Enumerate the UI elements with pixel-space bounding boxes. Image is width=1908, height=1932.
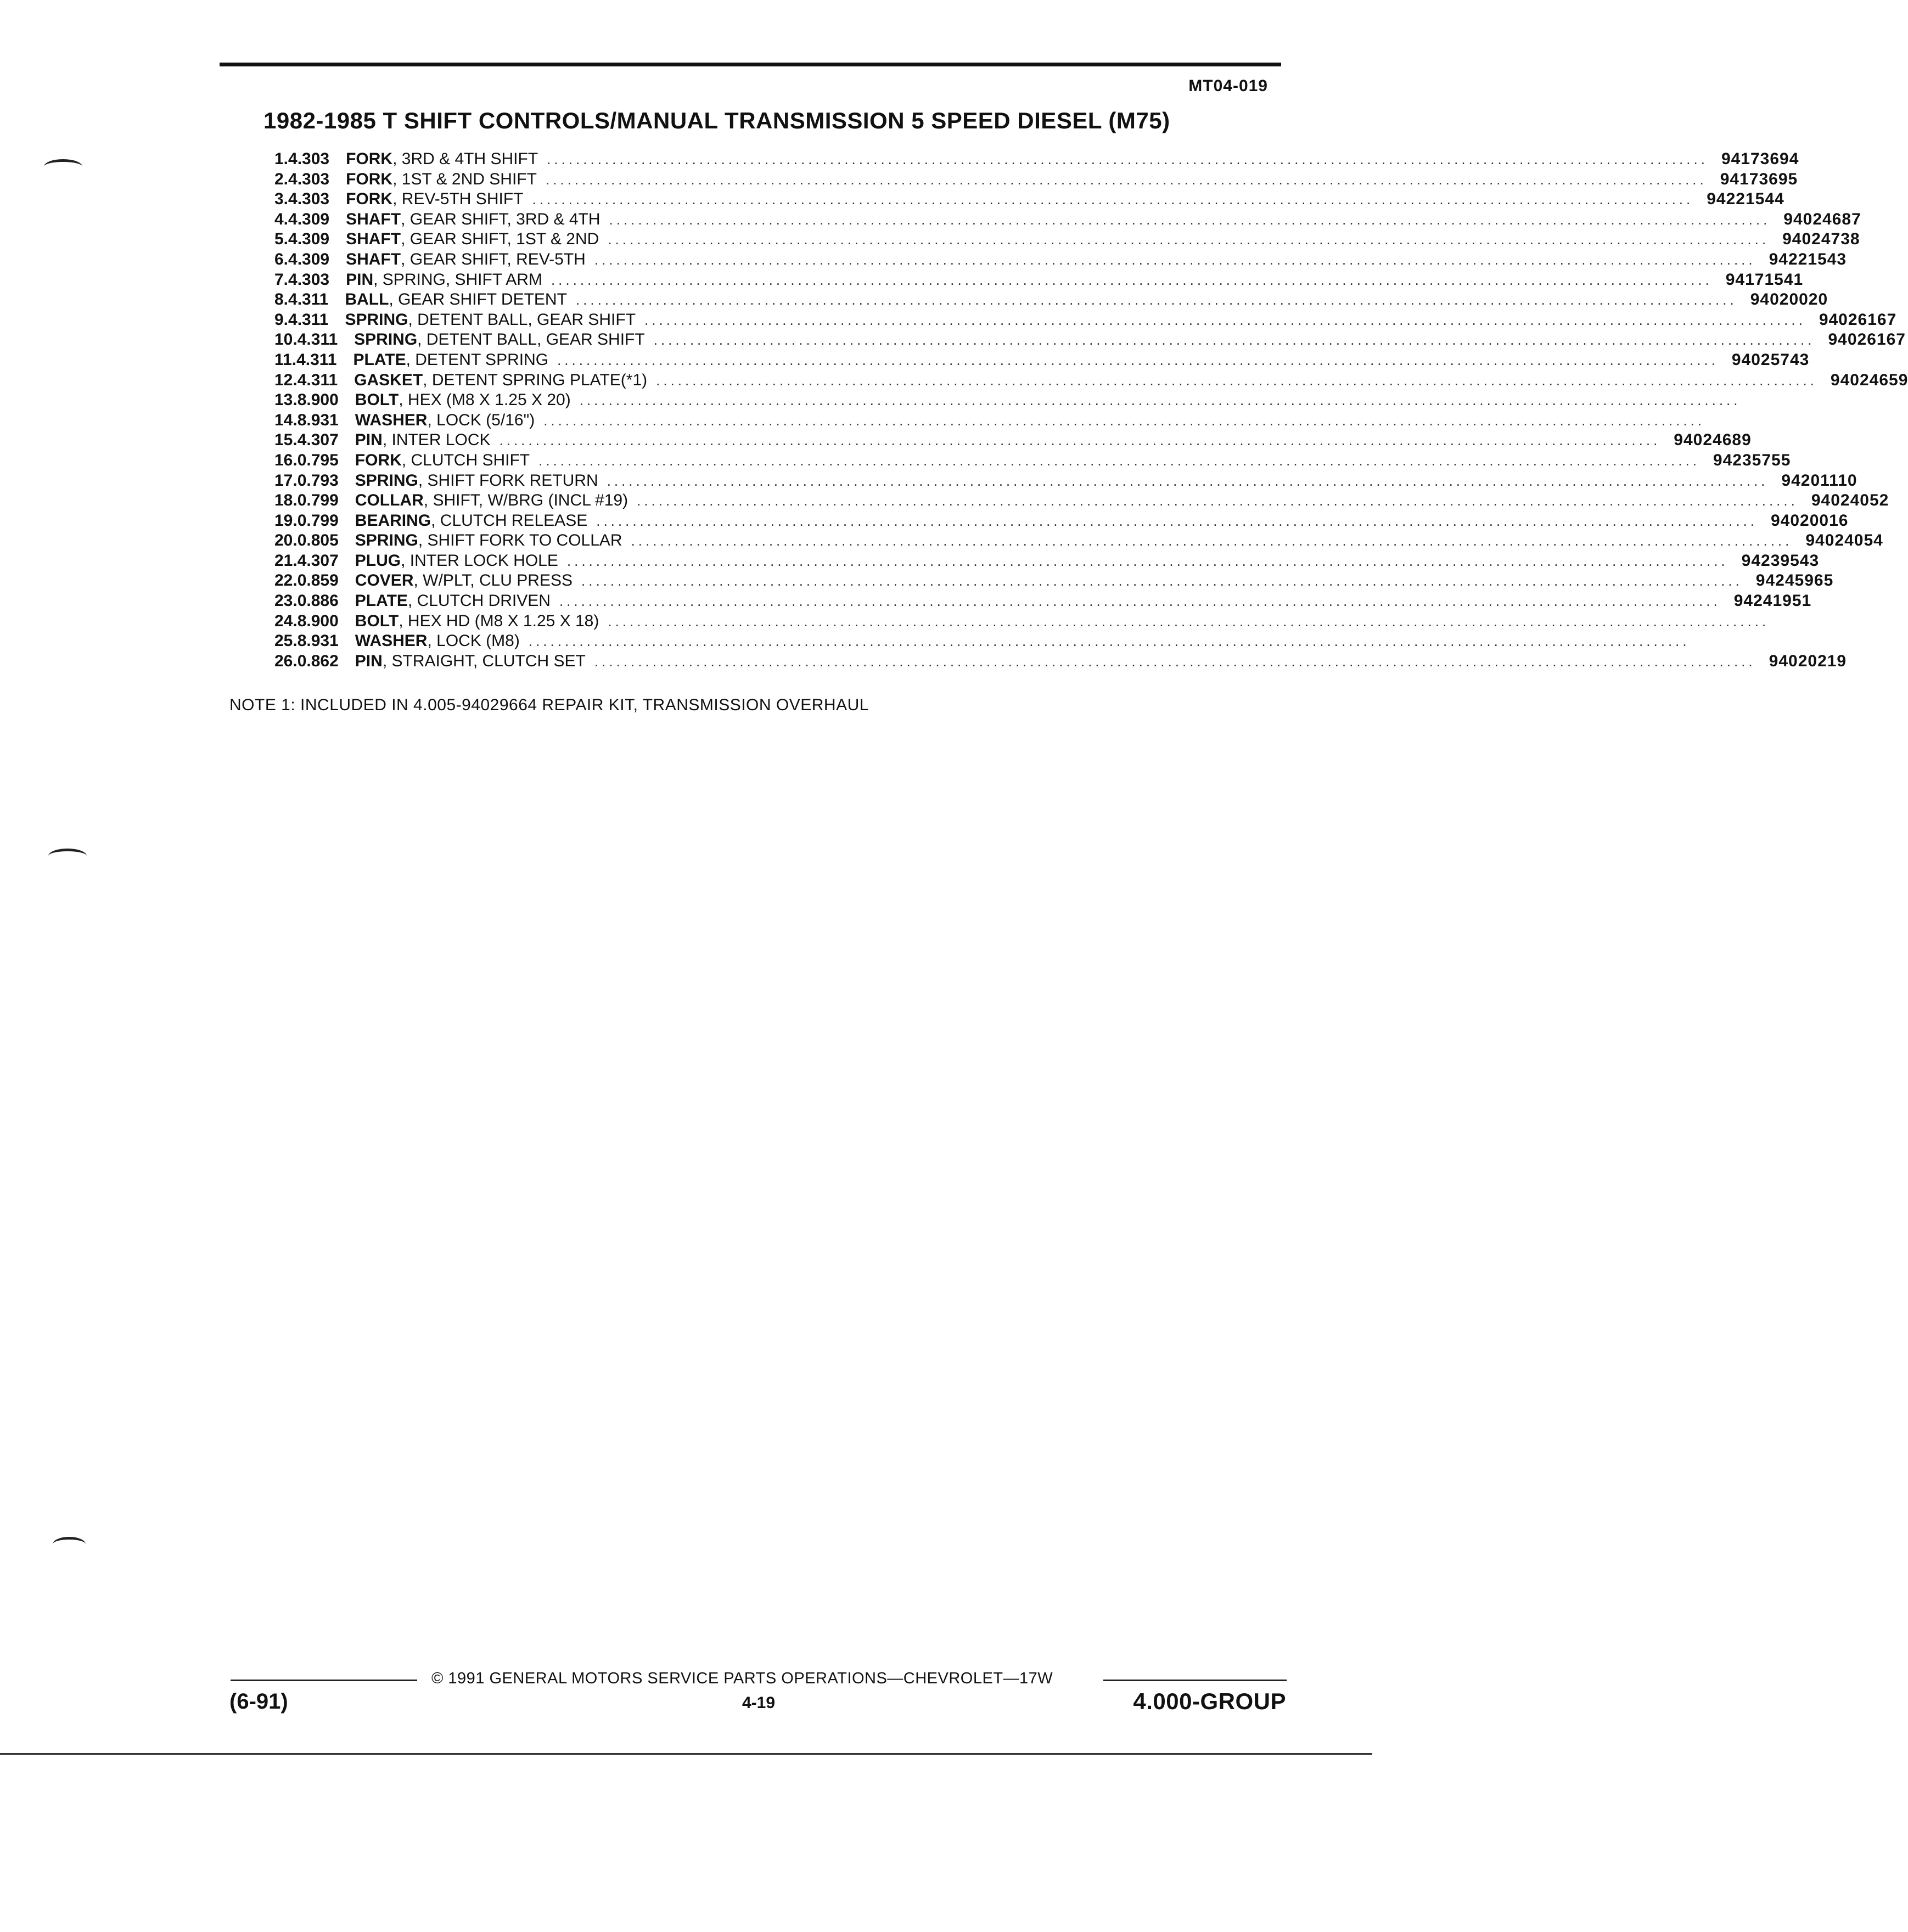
part-name: BALL bbox=[345, 290, 389, 309]
leader-dots: ................................................................................................................................................................ bbox=[545, 171, 1707, 188]
part-detail: , SPRING, SHIFT ARM bbox=[373, 270, 542, 289]
item-number: 18. bbox=[274, 491, 298, 510]
group-number: 4.311 bbox=[297, 370, 338, 389]
part-description bbox=[346, 210, 600, 230]
part-detail: , 1ST & 2ND SHIFT bbox=[392, 170, 537, 188]
group-number: 0.795 bbox=[297, 451, 339, 469]
group-number: 0.859 bbox=[297, 571, 339, 590]
part-name: BEARING bbox=[355, 511, 431, 530]
leader-dots: ................................................................................................................................................................ bbox=[644, 311, 1806, 328]
table-row bbox=[274, 471, 1858, 491]
group-number: 4.303 bbox=[288, 150, 330, 168]
item-number: 15. bbox=[274, 431, 298, 450]
leader-dots: ................................................................................................................................................................ bbox=[579, 392, 1741, 409]
table-row bbox=[274, 170, 1798, 190]
part-number: 94173695 bbox=[1720, 170, 1798, 188]
part-number: 94020219 bbox=[1769, 652, 1847, 670]
part-number: 94020020 bbox=[1750, 290, 1828, 309]
part-number: 94239543 bbox=[1741, 551, 1820, 570]
table-row bbox=[274, 411, 1705, 431]
item-number: 4. bbox=[274, 210, 289, 228]
part-name: PLATE bbox=[353, 350, 406, 369]
part-detail: , LOCK (M8) bbox=[427, 632, 520, 650]
item-number: 13. bbox=[274, 391, 298, 409]
part-name: COLLAR bbox=[355, 491, 424, 510]
group-number: 0.793 bbox=[297, 471, 339, 490]
part-number: 94024738 bbox=[1782, 230, 1860, 249]
table-row bbox=[274, 611, 1770, 632]
item-number: 24. bbox=[274, 611, 298, 630]
group-number: 0.799 bbox=[297, 491, 339, 510]
part-name: PIN bbox=[346, 270, 374, 289]
part-description bbox=[355, 611, 599, 632]
part-name: SPRING bbox=[355, 531, 418, 550]
table-row bbox=[274, 350, 1810, 370]
part-description bbox=[346, 170, 537, 190]
part-description bbox=[355, 571, 573, 591]
header-rule bbox=[220, 63, 1281, 66]
part-detail: , GEAR SHIFT, 3RD & 4TH bbox=[401, 210, 601, 228]
table-row bbox=[274, 531, 1883, 551]
group-number: 8.931 bbox=[297, 411, 339, 429]
part-detail: , DETENT BALL, GEAR SHIFT bbox=[408, 310, 636, 329]
part-detail: , GEAR SHIFT, 1ST & 2ND bbox=[401, 230, 599, 249]
item-number: 12. bbox=[274, 370, 298, 389]
part-detail: , CLUTCH SHIFT bbox=[401, 451, 530, 469]
part-detail: , CLUTCH DRIVEN bbox=[407, 592, 551, 610]
group-number: 4.307 bbox=[297, 551, 339, 570]
group-number: 0.862 bbox=[297, 652, 339, 670]
part-number: 94235755 bbox=[1713, 451, 1791, 469]
table-row bbox=[274, 210, 1861, 230]
part-name: FORK bbox=[346, 190, 393, 209]
group-label: 4.000-GROUP bbox=[1133, 1688, 1286, 1714]
part-description bbox=[346, 270, 542, 290]
table-row bbox=[274, 250, 1847, 270]
leader-dots: ................................................................................................................................................................ bbox=[607, 472, 1769, 489]
group-number: 0.799 bbox=[297, 511, 339, 530]
group-number: 4.311 bbox=[288, 310, 329, 329]
part-detail: , GEAR SHIFT DETENT bbox=[389, 290, 567, 309]
part-name: WASHER bbox=[355, 632, 428, 650]
part-number: 94024052 bbox=[1811, 491, 1889, 510]
part-detail: , INTER LOCK HOLE bbox=[401, 551, 558, 570]
part-name: SPRING bbox=[355, 471, 418, 490]
part-detail: , HEX HD (M8 X 1.25 X 18) bbox=[399, 611, 599, 630]
part-description bbox=[345, 310, 636, 330]
leader-dots: ................................................................................................................................................................ bbox=[608, 231, 1770, 248]
table-row bbox=[274, 591, 1812, 611]
table-row bbox=[274, 229, 1860, 250]
part-name: SHAFT bbox=[346, 250, 401, 268]
part-name: FORK bbox=[346, 170, 393, 188]
leader-dots: ................................................................................................................................................................ bbox=[594, 251, 1756, 268]
part-detail: , CLUTCH RELEASE bbox=[431, 511, 588, 530]
table-row bbox=[274, 310, 1897, 330]
part-number: 94245965 bbox=[1755, 571, 1834, 590]
part-detail: , LOCK (5/16") bbox=[427, 411, 535, 429]
leader-dots: ................................................................................................................................................................ bbox=[631, 532, 1793, 549]
punch-hole-mark bbox=[48, 849, 87, 863]
item-number: 21. bbox=[274, 551, 298, 570]
table-row bbox=[274, 551, 1820, 571]
part-name: PLUG bbox=[355, 551, 401, 570]
table-row bbox=[274, 270, 1804, 290]
footnote: NOTE 1: INCLUDED IN 4.005-94029664 REPAIR KIT, TRANSMISSION OVERHAUL bbox=[229, 696, 869, 714]
group-number: 4.303 bbox=[288, 190, 330, 209]
group-number: 8.900 bbox=[297, 611, 339, 630]
part-detail: , GEAR SHIFT, REV-5TH bbox=[401, 250, 586, 268]
part-number: 94173694 bbox=[1721, 150, 1799, 168]
item-number: 26. bbox=[274, 652, 298, 670]
leader-dots: ................................................................................................................................................................ bbox=[653, 332, 1815, 349]
part-name: BOLT bbox=[355, 391, 399, 409]
part-description bbox=[354, 370, 647, 391]
part-detail: , INTER LOCK bbox=[382, 431, 491, 450]
copyright-line: © 1991 GENERAL MOTORS SERVICE PARTS OPERATIONS—CHEVROLET—17W bbox=[431, 1670, 1053, 1687]
part-name: GASKET bbox=[354, 370, 423, 389]
item-number: 3. bbox=[274, 190, 289, 209]
part-description bbox=[355, 531, 622, 551]
bottom-rule bbox=[0, 1753, 1372, 1755]
part-detail: , DETENT SPRING PLATE(*1) bbox=[423, 370, 648, 389]
part-detail: , DETENT SPRING bbox=[406, 350, 549, 369]
part-name: SHAFT bbox=[346, 230, 401, 249]
part-name: FORK bbox=[346, 150, 393, 168]
part-name: SHAFT bbox=[346, 210, 401, 228]
part-description bbox=[355, 591, 551, 611]
part-description bbox=[355, 451, 530, 471]
part-description bbox=[354, 330, 645, 350]
part-name: PIN bbox=[355, 431, 383, 450]
part-number: 94026167 bbox=[1819, 310, 1897, 329]
leader-dots: ................................................................................................................................................................ bbox=[608, 613, 1770, 630]
leader-dots: ................................................................................................................................................................ bbox=[559, 593, 1721, 610]
item-number: 2. bbox=[274, 170, 289, 188]
group-number: 0.886 bbox=[297, 592, 339, 610]
part-description bbox=[345, 290, 566, 310]
item-number: 14. bbox=[274, 411, 298, 429]
part-detail: , HEX (M8 X 1.25 X 20) bbox=[399, 391, 571, 409]
item-number: 19. bbox=[274, 511, 298, 530]
table-row bbox=[274, 390, 1741, 411]
leader-dots: ................................................................................................................................................................ bbox=[557, 351, 1719, 368]
part-number: 94171541 bbox=[1725, 270, 1804, 289]
part-name: WASHER bbox=[355, 411, 428, 429]
part-name: BOLT bbox=[355, 611, 399, 630]
part-detail: , SHIFT FORK TO COLLAR bbox=[418, 531, 622, 550]
group-number: 4.303 bbox=[288, 270, 330, 289]
table-row bbox=[274, 451, 1791, 471]
item-number: 8. bbox=[274, 290, 289, 309]
item-number: 7. bbox=[274, 270, 289, 289]
part-description bbox=[355, 491, 628, 511]
leader-dots: ................................................................................................................................................................ bbox=[596, 512, 1758, 529]
page-number: 4-19 bbox=[742, 1694, 776, 1712]
part-detail: , SHIFT, W/BRG (INCL #19) bbox=[423, 491, 628, 510]
part-detail: , W/PLT, CLU PRESS bbox=[413, 571, 573, 590]
table-row bbox=[274, 511, 1849, 531]
group-number: 4.309 bbox=[288, 210, 330, 228]
part-name: COVER bbox=[355, 571, 414, 590]
item-number: 9. bbox=[274, 310, 289, 329]
group-number: 4.311 bbox=[288, 290, 329, 309]
part-description bbox=[346, 149, 538, 170]
part-description bbox=[355, 430, 491, 451]
part-detail: , 3RD & 4TH SHIFT bbox=[392, 150, 538, 168]
group-number: 4.311 bbox=[297, 330, 338, 349]
group-number: 4.309 bbox=[288, 230, 330, 249]
group-number: 8.931 bbox=[297, 632, 339, 650]
table-row bbox=[274, 652, 1847, 672]
item-number: 10. bbox=[274, 330, 298, 349]
part-number: 94221544 bbox=[1707, 190, 1784, 209]
item-number: 20. bbox=[274, 531, 298, 550]
part-description bbox=[346, 189, 523, 210]
leader-dots: ................................................................................................................................................................ bbox=[543, 412, 1705, 429]
group-number: 4.309 bbox=[288, 250, 330, 268]
group-number: 4.307 bbox=[297, 431, 339, 450]
leader-dots: ................................................................................................................................................................ bbox=[581, 572, 1743, 589]
part-description bbox=[355, 390, 571, 411]
part-description bbox=[355, 652, 586, 672]
item-number: 5. bbox=[274, 230, 289, 249]
item-number: 16. bbox=[274, 451, 298, 469]
group-number: 0.805 bbox=[297, 531, 339, 550]
part-description bbox=[355, 411, 535, 431]
punch-hole-mark bbox=[53, 1537, 86, 1552]
table-row bbox=[274, 631, 1690, 652]
part-description bbox=[355, 631, 520, 652]
leader-dots: ................................................................................................................................................................ bbox=[547, 151, 1708, 167]
item-number: 25. bbox=[274, 632, 298, 650]
part-description bbox=[355, 511, 587, 531]
leader-dots: ................................................................................................................................................................ bbox=[499, 432, 1661, 449]
leader-dots: ................................................................................................................................................................ bbox=[637, 492, 1798, 509]
part-number: 94025743 bbox=[1731, 350, 1810, 369]
revision-date: (6-91) bbox=[229, 1689, 288, 1714]
leader-dots: ................................................................................................................................................................ bbox=[532, 191, 1694, 208]
part-name: SPRING bbox=[345, 310, 408, 329]
item-number: 1. bbox=[274, 150, 289, 168]
part-number: 94024054 bbox=[1805, 531, 1883, 550]
item-number: 22. bbox=[274, 571, 298, 590]
leader-dots: ................................................................................................................................................................ bbox=[566, 552, 1729, 569]
part-number: 94024687 bbox=[1783, 210, 1861, 228]
leader-dots: ................................................................................................................................................................ bbox=[528, 633, 1690, 650]
part-number: 94201110 bbox=[1781, 471, 1858, 490]
part-detail: , DETENT BALL, GEAR SHIFT bbox=[417, 330, 645, 349]
punch-hole-mark bbox=[44, 159, 82, 174]
part-number: 94221543 bbox=[1769, 250, 1847, 268]
part-description bbox=[355, 471, 598, 491]
group-number: 4.303 bbox=[288, 170, 330, 188]
part-number: 94241951 bbox=[1733, 592, 1812, 610]
leader-dots: ................................................................................................................................................................ bbox=[609, 211, 1771, 228]
table-row bbox=[274, 149, 1799, 170]
part-number: 94024689 bbox=[1674, 431, 1752, 450]
part-number: 94020016 bbox=[1771, 511, 1849, 530]
group-number: 8.900 bbox=[297, 391, 339, 409]
part-number: 94026167 bbox=[1828, 330, 1906, 349]
document-code: MT04-019 bbox=[1188, 77, 1268, 95]
table-row bbox=[274, 430, 1752, 451]
part-number: 94024659 bbox=[1830, 370, 1908, 389]
leader-dots: ................................................................................................................................................................ bbox=[656, 372, 1817, 389]
item-number: 23. bbox=[274, 592, 298, 610]
part-description bbox=[353, 350, 548, 370]
part-description bbox=[346, 250, 586, 270]
leader-dots: ................................................................................................................................................................ bbox=[594, 653, 1756, 670]
footer-rule-left bbox=[231, 1680, 417, 1681]
table-row bbox=[274, 290, 1828, 310]
part-name: PLATE bbox=[355, 592, 408, 610]
part-detail: , SHIFT FORK RETURN bbox=[418, 471, 598, 490]
table-row bbox=[274, 370, 1908, 391]
group-number: 4.311 bbox=[296, 350, 337, 369]
table-row bbox=[274, 330, 1906, 350]
footer-rule-right bbox=[1103, 1680, 1287, 1681]
parts-list bbox=[274, 149, 1908, 671]
part-detail: , STRAIGHT, CLUTCH SET bbox=[382, 652, 586, 670]
item-number: 6. bbox=[274, 250, 289, 268]
leader-dots: ................................................................................................................................................................ bbox=[575, 291, 1737, 308]
part-name: PIN bbox=[355, 652, 383, 670]
part-name: FORK bbox=[355, 451, 402, 469]
part-name: SPRING bbox=[354, 330, 418, 349]
table-row bbox=[274, 491, 1889, 511]
leader-dots: ................................................................................................................................................................ bbox=[551, 271, 1713, 288]
item-number: 17. bbox=[274, 471, 298, 490]
item-number: 11. bbox=[274, 350, 297, 369]
part-detail: , REV-5TH SHIFT bbox=[392, 190, 524, 209]
part-description bbox=[355, 551, 558, 571]
table-row bbox=[274, 189, 1784, 210]
page-title: 1982-1985 T SHIFT CONTROLS/MANUAL TRANSMISSION 5 SPEED DIESEL (M75) bbox=[263, 108, 1170, 133]
leader-dots: ................................................................................................................................................................ bbox=[538, 452, 1700, 469]
part-description bbox=[346, 229, 599, 250]
table-row bbox=[274, 571, 1834, 591]
